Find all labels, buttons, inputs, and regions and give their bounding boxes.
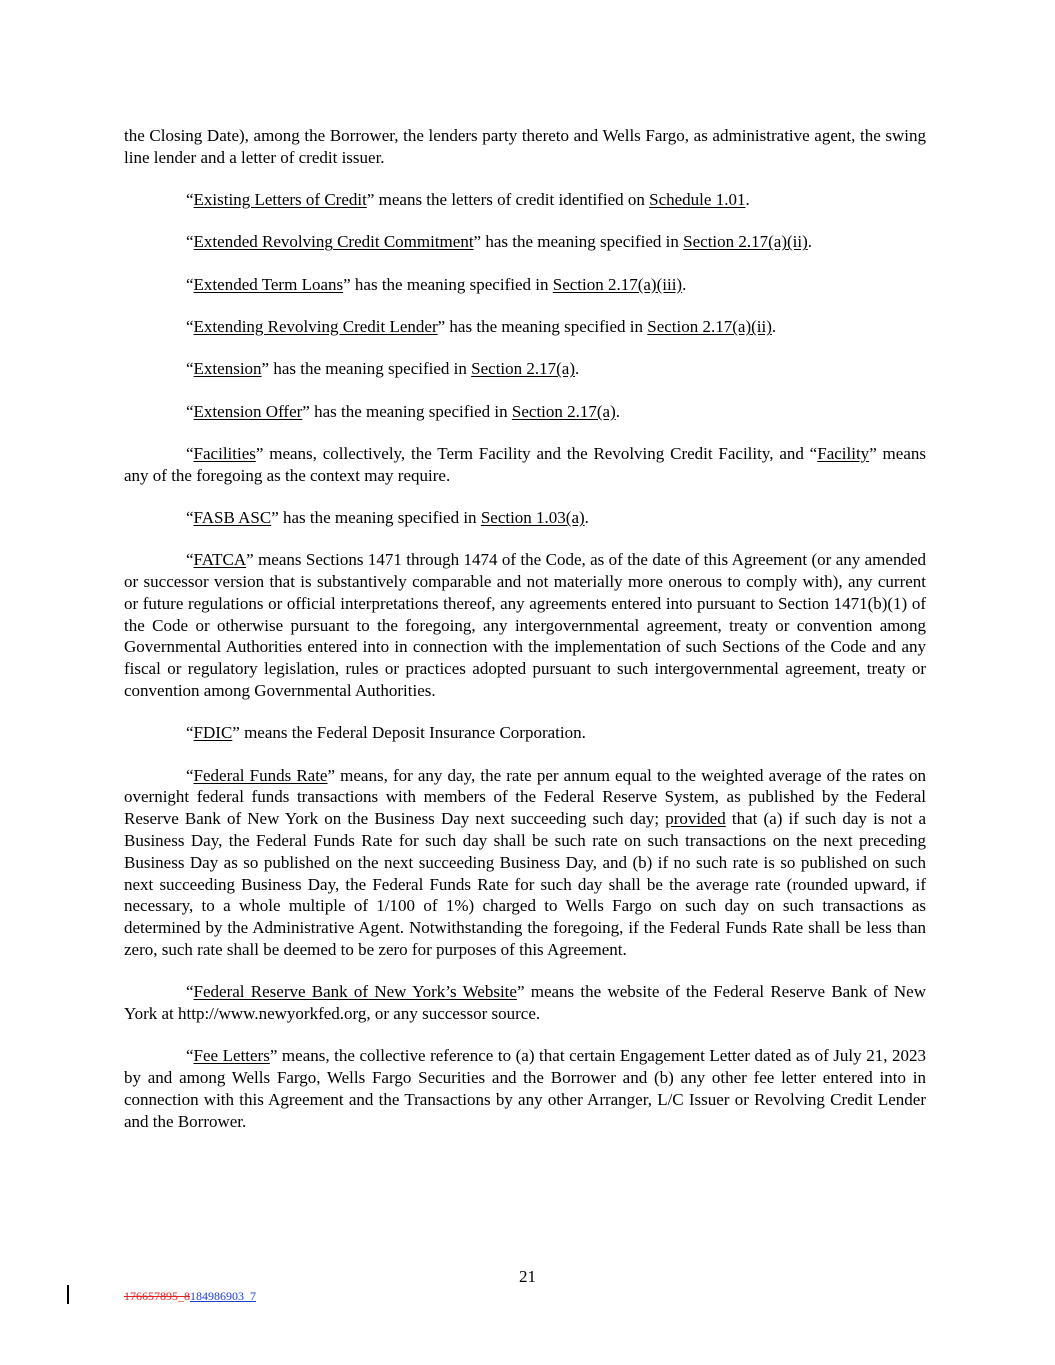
definition-text: “ [186, 274, 194, 294]
continued-paragraph [124, 125, 926, 169]
underlined-term: Extending Revolving Credit Lender [193, 316, 438, 336]
underlined-term: Existing Letters of Credit [193, 190, 367, 210]
underlined-term: Fee Letters [193, 1046, 270, 1066]
underlined-term: Section 2.17(a)(iii) [552, 274, 683, 294]
definition-text: ” has the meaning specified in [437, 316, 648, 336]
underlined-term: Extended Revolving Credit Commitment [193, 232, 474, 252]
definition-text: . [807, 232, 813, 252]
definition-text: ” means the website of the Federal Reserve Bank of New York at http://www.newyorkfed.org, or any successor source. [124, 982, 926, 1024]
underlined-term: Federal Reserve Bank of New York’s Website [193, 982, 517, 1002]
underlined-term: Section 2.17(a) [511, 401, 616, 421]
underlined-term: Extension Offer [193, 401, 303, 421]
underlined-term: FASB ASC [193, 507, 272, 527]
definition-text: . [584, 507, 589, 527]
inserted-document-id: 184986903_7 [190, 1289, 256, 1303]
underlined-term: Extended Term Loans [193, 274, 344, 294]
definition-text: “ [186, 982, 194, 1002]
definition-paragraph [124, 981, 926, 1025]
definition-paragraph [124, 274, 926, 296]
underlined-term: Section 1.03(a) [480, 507, 585, 527]
definition-text: “ [186, 401, 194, 421]
definition-text: “ [186, 316, 194, 336]
page-number: 21 [519, 1267, 536, 1286]
definition-text: the Closing Date), among the Borrower, the lenders party thereto and Wells Fargo, as administrative agent, the swing line lender and a letter of credit issuer. [124, 126, 926, 167]
underlined-term: provided [665, 809, 726, 829]
definition-text: ” means, for any day, the rate per annum equal to the weighted average of the rates on overnight federal funds transactions with members of the Federal Reserve System, as published by the Federal Reserve Bank of New York on the Business Day next succeeding such day; [124, 765, 926, 829]
underlined-term: Facility [817, 443, 870, 463]
underlined-term: Section 2.17(a) [471, 359, 576, 379]
underlined-term: Schedule 1.01 [649, 190, 746, 210]
deleted-document-id: 176657895_8 [124, 1289, 190, 1303]
definition-text: “ [186, 550, 194, 570]
definition-text: ” means Sections 1471 through 1474 of the Code, as of the date of this Agreement (or any amended or successor version that is substantively comparable and not materially more onerous to comply with), any current or future regulations or official interpretations thereof, any agreements entered into pursuant to Section 1471(b)(1) of the Code or otherwise pursuant to the foregoing, any intergovernmental agreement, treaty or convention among Governmental Authorities entered into in connection with the implementation of such Sections of the Code and any fiscal or regulatory legislation, rules or practices adopted pursuant to such intergovernmental agreement, treaty or convention among Governmental Authorities. [124, 550, 926, 701]
definition-paragraph [124, 358, 926, 380]
underlined-term: Facilities [193, 443, 256, 463]
document-id [124, 1289, 256, 1304]
definition-text: “ [186, 507, 194, 527]
definition-text: ” has the meaning specified in [302, 401, 512, 421]
definition-paragraph [124, 231, 926, 253]
definition-paragraph [124, 765, 926, 961]
definition-paragraph [124, 1045, 926, 1132]
definition-text: . [575, 359, 580, 379]
definition-text: ” has the meaning specified in [343, 274, 553, 294]
definition-text: “ [186, 190, 194, 210]
definition-text: ” means, collectively, the Term Facility and the Revolving Credit Facility, and “ [255, 443, 818, 463]
definition-text: “ [186, 359, 194, 379]
definition-text: . [615, 401, 621, 421]
definition-text: that (a) if such day is not a Business Day, the Federal Funds Rate for such day shall be such rate on such transactions on the next preceding Business Day as so published on the next succeeding Business Day, and (b) if no such rate is so published on such next succeeding Business Day, the Federal Funds Rate for such day shall be the average rate (rounded upward, if necessary, to a whole multiple of 1/100 of 1%) charged to Wells Fargo on such day on such transactions as determined by the Administrative Agent. Notwithstanding the foregoing, if the Federal Funds Rate shall be less than zero, such rate shall be deemed to be zero for purposes of this Agreement. [124, 809, 926, 960]
underlined-term: Extension [193, 359, 262, 379]
definition-paragraph [124, 316, 926, 338]
definition-paragraph [124, 549, 926, 702]
definition-text: . [771, 316, 777, 336]
underlined-term: Section 2.17(a)(ii) [683, 232, 808, 252]
underlined-term: Section 2.17(a)(ii) [647, 316, 772, 336]
definition-paragraph [124, 443, 926, 487]
definition-text: “ [186, 765, 194, 785]
definition-paragraph [124, 189, 926, 211]
definition-text: ” has the meaning specified in [271, 507, 481, 527]
definition-text: ” means any of the foregoing as the context may require. [124, 443, 926, 485]
definition-text: “ [186, 723, 194, 743]
document-body [124, 125, 926, 1153]
change-bar [67, 1285, 69, 1304]
definition-paragraph [124, 401, 926, 423]
definition-text: ” means, the collective reference to (a) that certain Engagement Letter dated as of July 21, 2023 by and among Wells Fargo, Wells Fargo Securities and the Borrower and (b) any other fee letter entered into in connection with this Agreement and the Transactions by any other Arranger, L/C Issuer or Revolving Credit Lender and the Borrower. [124, 1046, 926, 1131]
underlined-term: FATCA [193, 550, 247, 570]
underlined-term: Federal Funds Rate [193, 765, 328, 785]
definition-text: ” means the Federal Deposit Insurance Corporation. [232, 723, 586, 743]
definition-text: ” has the meaning specified in [261, 359, 472, 379]
definition-paragraph [124, 507, 926, 529]
definition-text: . [682, 274, 687, 294]
definition-text: . [745, 190, 750, 210]
definition-text: ” means the letters of credit identified on [366, 190, 650, 210]
definition-paragraph [124, 722, 926, 744]
definition-text: “ [186, 1046, 194, 1066]
definition-text: ” has the meaning specified in [473, 232, 684, 252]
definition-text: “ [186, 443, 194, 463]
underlined-term: FDIC [193, 723, 233, 743]
definition-text: “ [186, 232, 194, 252]
